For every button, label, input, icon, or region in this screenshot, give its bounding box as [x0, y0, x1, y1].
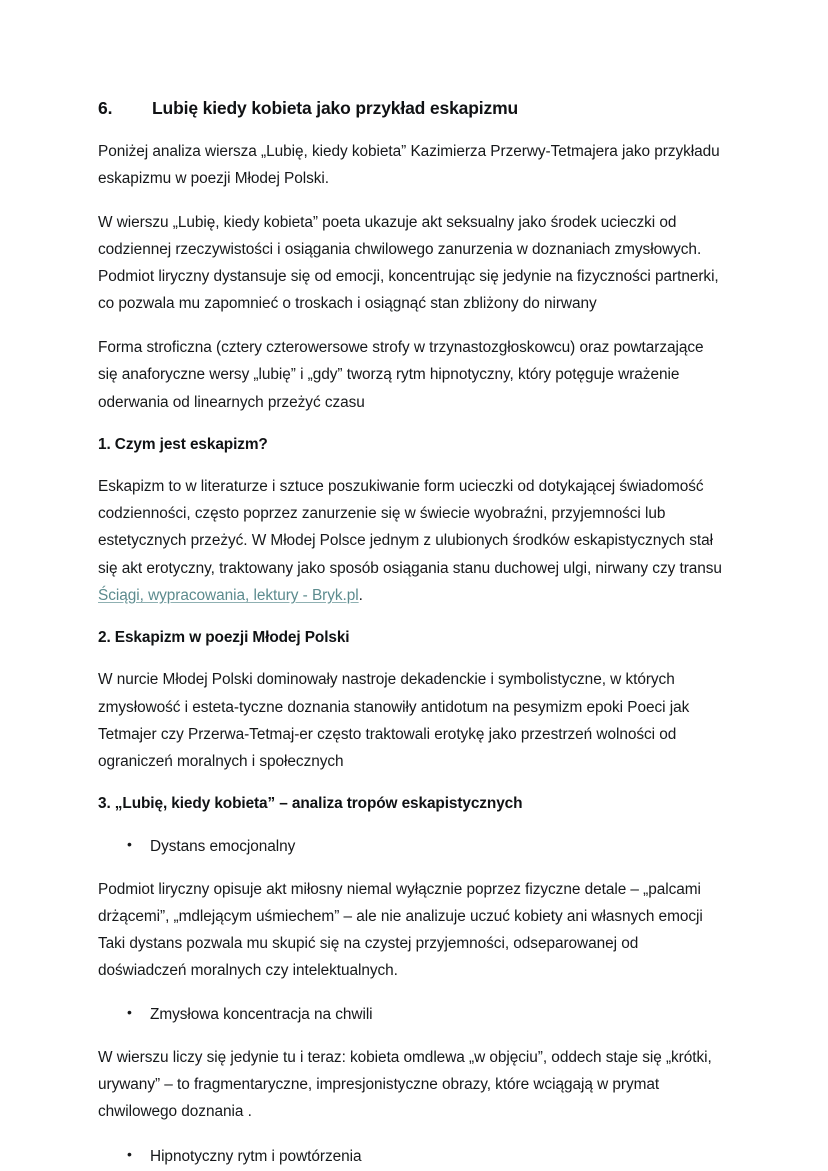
- section-heading-2: 2. Eskapizm w poezji Młodej Polski: [98, 628, 350, 646]
- bullet-list-3: [98, 1143, 726, 1170]
- bullet-1-body: Podmiot liryczny opisuje akt miłosny niemal wyłącznie poprzez fizyczne detale – „palcami drżącemi”, „mdlejącym uśmiechem” – ale nie analizuje uczuć kobiety ani własnych emocji Taki dystans pozwala mu skupić się na czystej przyjemności, odseparowanej od doświadczeń moralnych czy intelektualnych.: [98, 880, 703, 979]
- bullet-2-body: W wierszu liczy się jedynie tu i teraz: kobieta omdlewa „w objęciu”, oddech staje się „krótki, urywany” – to fragmentaryczne, impresjonistyczne obrazy, które wciągają w prymat chwilowego doznania .: [98, 1049, 712, 1121]
- section-heading-1: 1. Czym jest eskapizm?: [98, 435, 268, 453]
- heading-number: 6.: [98, 98, 113, 118]
- bullet-list-2: [98, 1001, 726, 1028]
- intro-paragraph: Poniżej analiza wiersza „Lubię, kiedy kobieta” Kazimierza Przerwy-Tetmajera jako przykładu eskapizmu w poezji Młodej Polski.: [98, 142, 720, 187]
- section-heading-3: 3. „Lubię, kiedy kobieta” – analiza tropów eskapistycznych: [98, 794, 523, 812]
- bryk-pl-link[interactable]: Ściągi, wypracowania, lektury - Bryk.pl: [98, 586, 359, 604]
- heading-title-text: Lubię kiedy kobieta jako przykład eskapizmu: [152, 98, 519, 118]
- list-item: • Dystans emocjonalny: [98, 833, 726, 860]
- section-1-text-after-link: .: [358, 586, 363, 604]
- document-content: [98, 97, 726, 1170]
- page-title: [98, 97, 726, 121]
- list-item: • Zmysłowa koncentracja na chwili: [98, 1001, 726, 1028]
- paragraph-analysis-overview: W wierszu „Lubię, kiedy kobieta” poeta ukazuje akt seksualny jako środek ucieczki od codziennej rzeczywistości i osiągania chwilowego zanurzenia w doznaniach zmysłowych. Podmiot liryczny dystansuje się od emocji, koncentrując się jedynie na fizyczności partnerki, co pozwala mu zapomnieć o troskach i osiągnąć stan zbliżony do nirwany: [98, 213, 719, 313]
- list-item: • Hipnotyczny rytm i powtórzenia: [98, 1143, 726, 1170]
- section-1-body: [98, 473, 726, 609]
- bullet-list-1: [98, 833, 726, 860]
- section-2-body: W nurcie Młodej Polski dominowały nastroje dekadenckie i symbolistyczne, w których zmysłowość i esteta-tyczne doznania stanowiły antidotum na pesymizm epoki Poeci jak Tetmajer czy Przerwa-Tetmaj-er często traktowali erotykę jako przestrzeń wolności od ograniczeń moralnych i społecznych: [98, 671, 690, 770]
- section-1-text-before-link: Eskapizm to w literaturze i sztuce poszukiwanie form ucieczki od dotykającej świadomość codzienności, często poprzez zanurzenie się w świecie wyobraźni, przyjemności lub estetycznych przeżyć. W Młodej Polsce jednym z ulubionych środków eskapistycznych stał się akt erotyczny, traktowany jako sposób osiągania stanu duchowej ulgi, nirwany czy transu: [98, 478, 722, 577]
- paragraph-form-analysis: Forma stroficzna (cztery czterowersowe strofy w trzynastozgłoskowcu) oraz powtarzające się anaforyczne wersy „lubię” i „gdy” tworzą rytm hipnotyczny, który potęguje wrażenie oderwania od linearnych przeżyć czasu: [98, 339, 704, 411]
